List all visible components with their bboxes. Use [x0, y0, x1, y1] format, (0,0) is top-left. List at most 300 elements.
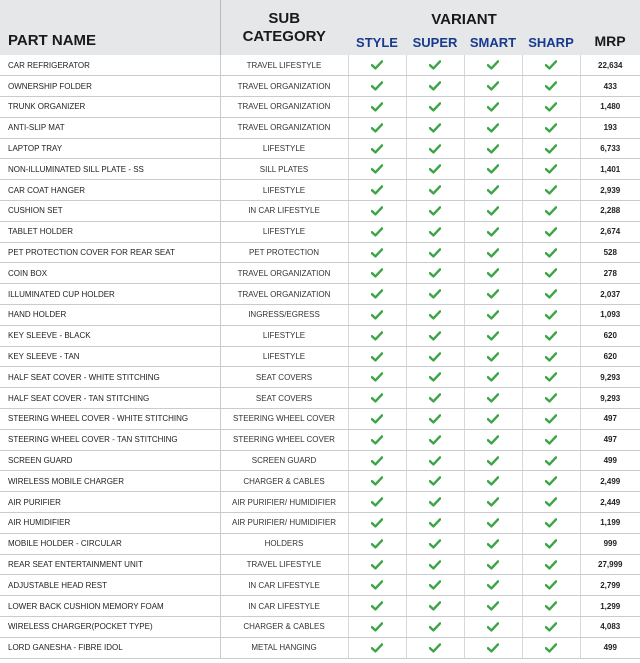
sub-category-cell: CHARGER & CABLES	[220, 471, 348, 492]
check-icon	[429, 643, 441, 652]
variant-smart-cell	[464, 429, 522, 450]
check-icon	[371, 206, 383, 215]
table-row	[0, 346, 640, 367]
check-icon	[545, 310, 557, 319]
check-icon	[429, 560, 441, 569]
check-icon	[371, 289, 383, 298]
check-icon	[545, 643, 557, 652]
variant-sharp-cell	[522, 492, 580, 513]
variant-style-cell	[348, 346, 406, 367]
sub-category-cell: METAL HANGING	[220, 637, 348, 658]
check-icon	[429, 435, 441, 444]
sub-category-cell: LIFESTYLE	[220, 180, 348, 201]
variant-style-cell	[348, 388, 406, 409]
part-name-cell: WIRELESS MOBILE CHARGER	[0, 471, 220, 492]
table-row	[0, 263, 640, 284]
check-icon	[371, 227, 383, 236]
sub-category-cell: HOLDERS	[220, 533, 348, 554]
variant-sharp-cell	[522, 55, 580, 76]
variant-sharp-cell	[522, 596, 580, 617]
mrp-cell: 278	[580, 263, 640, 284]
check-icon	[487, 144, 499, 153]
mrp-cell: 193	[580, 117, 640, 138]
variant-smart-cell	[464, 554, 522, 575]
variant-sharp-cell	[522, 117, 580, 138]
check-icon	[371, 123, 383, 132]
check-icon	[371, 414, 383, 423]
check-icon	[429, 352, 441, 361]
mrp-header: MRP	[580, 0, 640, 55]
check-icon	[429, 289, 441, 298]
part-name-cell: HAND HOLDER	[0, 305, 220, 326]
mrp-cell: 2,449	[580, 492, 640, 513]
check-icon	[487, 248, 499, 257]
table-row	[0, 471, 640, 492]
check-icon	[487, 601, 499, 610]
check-icon	[371, 643, 383, 652]
variant-smart-cell	[464, 617, 522, 638]
check-icon	[545, 102, 557, 111]
sub-category-cell: TRAVEL LIFESTYLE	[220, 55, 348, 76]
part-name-cell: REAR SEAT ENTERTAINMENT UNIT	[0, 554, 220, 575]
variant-smart-cell	[464, 97, 522, 118]
variant-sharp-cell	[522, 575, 580, 596]
variant-super-cell	[406, 55, 464, 76]
mrp-cell: 9,293	[580, 388, 640, 409]
table-row	[0, 533, 640, 554]
sub-category-cell: SCREEN GUARD	[220, 450, 348, 471]
variant-smart-cell	[464, 575, 522, 596]
variant-super-header: SUPER	[406, 29, 464, 55]
variant-super-cell	[406, 533, 464, 554]
check-icon	[545, 456, 557, 465]
sub-category-cell: SEAT COVERS	[220, 388, 348, 409]
variant-style-cell	[348, 284, 406, 305]
check-icon	[545, 268, 557, 277]
part-name-cell: HALF SEAT COVER - WHITE STITCHING	[0, 367, 220, 388]
variant-style-cell	[348, 180, 406, 201]
check-icon	[371, 372, 383, 381]
check-icon	[371, 164, 383, 173]
part-name-cell: COIN BOX	[0, 263, 220, 284]
part-name-cell: AIR HUMIDIFIER	[0, 513, 220, 534]
sub-category-cell: LIFESTYLE	[220, 138, 348, 159]
variant-super-cell	[406, 263, 464, 284]
sub-category-cell: LIFESTYLE	[220, 346, 348, 367]
check-icon	[429, 60, 441, 69]
variant-sharp-header: SHARP	[522, 29, 580, 55]
variant-smart-cell	[464, 533, 522, 554]
variant-style-cell	[348, 596, 406, 617]
variant-super-cell	[406, 97, 464, 118]
variant-smart-cell	[464, 596, 522, 617]
check-icon	[487, 81, 499, 90]
mrp-cell: 9,293	[580, 367, 640, 388]
check-icon	[545, 497, 557, 506]
part-name-cell: KEY SLEEVE - TAN	[0, 346, 220, 367]
check-icon	[429, 227, 441, 236]
check-icon	[371, 456, 383, 465]
check-icon	[487, 289, 499, 298]
check-icon	[487, 456, 499, 465]
check-icon	[429, 206, 441, 215]
part-name-cell: KEY SLEEVE - BLACK	[0, 325, 220, 346]
variant-sharp-cell	[522, 388, 580, 409]
check-icon	[487, 497, 499, 506]
variant-super-cell	[406, 492, 464, 513]
check-icon	[429, 622, 441, 631]
variant-sharp-cell	[522, 284, 580, 305]
variant-super-cell	[406, 284, 464, 305]
check-icon	[545, 60, 557, 69]
check-icon	[487, 560, 499, 569]
check-icon	[429, 414, 441, 423]
variant-header: VARIANT	[348, 0, 580, 29]
table-row	[0, 637, 640, 658]
check-icon	[487, 310, 499, 319]
check-icon	[487, 164, 499, 173]
mrp-cell: 4,083	[580, 617, 640, 638]
check-icon	[545, 164, 557, 173]
mrp-cell: 22,634	[580, 55, 640, 76]
variant-sharp-cell	[522, 76, 580, 97]
variant-smart-cell	[464, 180, 522, 201]
variant-super-cell	[406, 554, 464, 575]
check-icon	[545, 227, 557, 236]
variant-super-cell	[406, 513, 464, 534]
check-icon	[545, 539, 557, 548]
variant-smart-cell	[464, 388, 522, 409]
variant-style-cell	[348, 263, 406, 284]
table-row	[0, 325, 640, 346]
table-row	[0, 429, 640, 450]
check-icon	[487, 643, 499, 652]
sub-category-cell: STEERING WHEEL COVER	[220, 429, 348, 450]
sub-category-cell: INGRESS/EGRESS	[220, 305, 348, 326]
mrp-cell: 620	[580, 325, 640, 346]
variant-style-cell	[348, 409, 406, 430]
check-icon	[371, 518, 383, 527]
variant-sharp-cell	[522, 263, 580, 284]
check-icon	[429, 497, 441, 506]
table-row	[0, 221, 640, 242]
check-icon	[487, 435, 499, 444]
check-icon	[371, 393, 383, 402]
mrp-cell: 497	[580, 409, 640, 430]
variant-smart-cell	[464, 201, 522, 222]
part-name-cell: STEERING WHEEL COVER - TAN STITCHING	[0, 429, 220, 450]
check-icon	[487, 476, 499, 485]
variant-sharp-cell	[522, 450, 580, 471]
part-name-cell: NON-ILLUMINATED SILL PLATE - SS	[0, 159, 220, 180]
check-icon	[545, 123, 557, 132]
variant-smart-cell	[464, 117, 522, 138]
check-icon	[371, 81, 383, 90]
variant-smart-cell	[464, 367, 522, 388]
part-name-cell: ADJUSTABLE HEAD REST	[0, 575, 220, 596]
check-icon	[487, 414, 499, 423]
mrp-cell: 27,999	[580, 554, 640, 575]
part-name-cell: TRUNK ORGANIZER	[0, 97, 220, 118]
variant-smart-cell	[464, 492, 522, 513]
check-icon	[487, 123, 499, 132]
variant-super-cell	[406, 117, 464, 138]
variant-smart-cell	[464, 637, 522, 658]
variant-style-cell	[348, 450, 406, 471]
variant-style-cell	[348, 117, 406, 138]
variant-smart-cell	[464, 76, 522, 97]
table-row	[0, 284, 640, 305]
check-icon	[371, 497, 383, 506]
part-name-cell: OWNERSHIP FOLDER	[0, 76, 220, 97]
check-icon	[545, 81, 557, 90]
variant-sharp-cell	[522, 97, 580, 118]
check-icon	[487, 60, 499, 69]
mrp-cell: 2,674	[580, 221, 640, 242]
variant-style-header: STYLE	[348, 29, 406, 55]
variant-style-cell	[348, 242, 406, 263]
check-icon	[487, 268, 499, 277]
variant-smart-cell	[464, 263, 522, 284]
variant-smart-cell	[464, 513, 522, 534]
variant-smart-cell	[464, 450, 522, 471]
check-icon	[429, 248, 441, 257]
check-icon	[371, 580, 383, 589]
variant-super-cell	[406, 242, 464, 263]
table-row	[0, 117, 640, 138]
variant-smart-cell	[464, 284, 522, 305]
sub-category-cell: AIR PURIFIER/ HUMIDIFIER	[220, 513, 348, 534]
variant-sharp-cell	[522, 513, 580, 534]
variant-style-cell	[348, 305, 406, 326]
table-row	[0, 97, 640, 118]
variant-style-cell	[348, 159, 406, 180]
sub-category-cell: TRAVEL ORGANIZATION	[220, 284, 348, 305]
mrp-cell: 2,037	[580, 284, 640, 305]
part-name-cell: AIR PURIFIER	[0, 492, 220, 513]
variant-super-cell	[406, 138, 464, 159]
part-name-cell: WIRELESS CHARGER(POCKET TYPE)	[0, 617, 220, 638]
check-icon	[371, 560, 383, 569]
variant-super-cell	[406, 450, 464, 471]
check-icon	[545, 185, 557, 194]
check-icon	[371, 601, 383, 610]
check-icon	[371, 476, 383, 485]
check-icon	[371, 144, 383, 153]
sub-category-cell: LIFESTYLE	[220, 221, 348, 242]
sub-category-cell: IN CAR LIFESTYLE	[220, 201, 348, 222]
table-row	[0, 180, 640, 201]
variant-style-cell	[348, 76, 406, 97]
sub-category-cell: CHARGER & CABLES	[220, 617, 348, 638]
check-icon	[487, 393, 499, 402]
table-row	[0, 305, 640, 326]
variant-super-cell	[406, 221, 464, 242]
check-icon	[371, 102, 383, 111]
check-icon	[371, 310, 383, 319]
variant-smart-cell	[464, 305, 522, 326]
part-name-cell: CUSHION SET	[0, 201, 220, 222]
variant-style-cell	[348, 55, 406, 76]
variant-super-cell	[406, 617, 464, 638]
table-row	[0, 388, 640, 409]
variant-super-cell	[406, 346, 464, 367]
variant-sharp-cell	[522, 617, 580, 638]
check-icon	[545, 393, 557, 402]
sub-category-cell: TRAVEL ORGANIZATION	[220, 97, 348, 118]
check-icon	[545, 518, 557, 527]
check-icon	[487, 580, 499, 589]
variant-smart-cell	[464, 159, 522, 180]
table-row	[0, 554, 640, 575]
table-row	[0, 367, 640, 388]
sub-category-cell: IN CAR LIFESTYLE	[220, 575, 348, 596]
variant-style-cell	[348, 325, 406, 346]
mrp-cell: 2,499	[580, 471, 640, 492]
check-icon	[371, 352, 383, 361]
variant-style-cell	[348, 138, 406, 159]
variant-sharp-cell	[522, 325, 580, 346]
check-icon	[487, 331, 499, 340]
check-icon	[371, 248, 383, 257]
sub-category-cell: TRAVEL ORGANIZATION	[220, 76, 348, 97]
check-icon	[429, 331, 441, 340]
variant-super-cell	[406, 305, 464, 326]
part-name-header: PART NAME	[0, 0, 220, 55]
check-icon	[429, 539, 441, 548]
sub-category-cell: TRAVEL ORGANIZATION	[220, 263, 348, 284]
mrp-cell: 620	[580, 346, 640, 367]
part-name-cell: TABLET HOLDER	[0, 221, 220, 242]
check-icon	[429, 476, 441, 485]
variant-sharp-cell	[522, 637, 580, 658]
variant-style-cell	[348, 221, 406, 242]
check-icon	[545, 580, 557, 589]
sub-category-cell: TRAVEL ORGANIZATION	[220, 117, 348, 138]
check-icon	[371, 331, 383, 340]
mrp-cell: 1,401	[580, 159, 640, 180]
table-row	[0, 450, 640, 471]
variant-smart-cell	[464, 325, 522, 346]
variant-sharp-cell	[522, 305, 580, 326]
variant-super-cell	[406, 471, 464, 492]
mrp-cell: 6,733	[580, 138, 640, 159]
sub-category-cell: SEAT COVERS	[220, 367, 348, 388]
check-icon	[545, 622, 557, 631]
part-name-cell: LOWER BACK CUSHION MEMORY FOAM	[0, 596, 220, 617]
check-icon	[545, 601, 557, 610]
sub-category-cell: PET PROTECTION	[220, 242, 348, 263]
table-row	[0, 138, 640, 159]
variant-sharp-cell	[522, 138, 580, 159]
check-icon	[545, 289, 557, 298]
check-icon	[371, 268, 383, 277]
variant-smart-cell	[464, 409, 522, 430]
mrp-cell: 499	[580, 450, 640, 471]
table-row	[0, 492, 640, 513]
check-icon	[545, 248, 557, 257]
sub-category-cell: SILL PLATES	[220, 159, 348, 180]
variant-super-cell	[406, 637, 464, 658]
variant-smart-header: SMART	[464, 29, 522, 55]
check-icon	[487, 206, 499, 215]
variant-style-cell	[348, 367, 406, 388]
variant-style-cell	[348, 492, 406, 513]
sub-category-cell: IN CAR LIFESTYLE	[220, 596, 348, 617]
check-icon	[487, 227, 499, 236]
part-name-cell: CAR COAT HANGER	[0, 180, 220, 201]
variant-super-cell	[406, 180, 464, 201]
check-icon	[545, 560, 557, 569]
variant-style-cell	[348, 201, 406, 222]
check-icon	[429, 268, 441, 277]
check-icon	[487, 622, 499, 631]
variant-super-cell	[406, 367, 464, 388]
check-icon	[429, 393, 441, 402]
variant-sharp-cell	[522, 367, 580, 388]
check-icon	[429, 123, 441, 132]
mrp-cell: 528	[580, 242, 640, 263]
variant-style-cell	[348, 471, 406, 492]
check-icon	[487, 185, 499, 194]
variant-sharp-cell	[522, 471, 580, 492]
variant-super-cell	[406, 325, 464, 346]
check-icon	[487, 102, 499, 111]
check-icon	[429, 601, 441, 610]
sub-category-cell: STEERING WHEEL COVER	[220, 409, 348, 430]
variant-sharp-cell	[522, 429, 580, 450]
table-body	[0, 55, 640, 658]
check-icon	[371, 60, 383, 69]
variant-super-cell	[406, 388, 464, 409]
mrp-cell: 1,480	[580, 97, 640, 118]
variant-style-cell	[348, 429, 406, 450]
check-icon	[429, 310, 441, 319]
check-icon	[429, 81, 441, 90]
sub-category-header	[220, 0, 348, 55]
variant-smart-cell	[464, 471, 522, 492]
mrp-cell: 1,299	[580, 596, 640, 617]
part-name-cell: STEERING WHEEL COVER - WHITE STITCHING	[0, 409, 220, 430]
variant-super-cell	[406, 409, 464, 430]
variant-style-cell	[348, 513, 406, 534]
variant-super-cell	[406, 201, 464, 222]
mrp-cell: 2,939	[580, 180, 640, 201]
check-icon	[545, 352, 557, 361]
check-icon	[429, 580, 441, 589]
check-icon	[429, 185, 441, 194]
check-icon	[429, 372, 441, 381]
part-name-cell: ILLUMINATED CUP HOLDER	[0, 284, 220, 305]
check-icon	[545, 144, 557, 153]
table-row	[0, 242, 640, 263]
check-icon	[371, 622, 383, 631]
variant-sharp-cell	[522, 533, 580, 554]
mrp-cell: 1,093	[580, 305, 640, 326]
check-icon	[487, 539, 499, 548]
mrp-cell: 1,199	[580, 513, 640, 534]
check-icon	[487, 372, 499, 381]
part-name-cell: PET PROTECTION COVER FOR REAR SEAT	[0, 242, 220, 263]
variant-sharp-cell	[522, 159, 580, 180]
variant-smart-cell	[464, 55, 522, 76]
part-name-cell: CAR REFRIGERATOR	[0, 55, 220, 76]
check-icon	[545, 331, 557, 340]
check-icon	[429, 102, 441, 111]
check-icon	[487, 518, 499, 527]
variant-super-cell	[406, 159, 464, 180]
table-row	[0, 513, 640, 534]
